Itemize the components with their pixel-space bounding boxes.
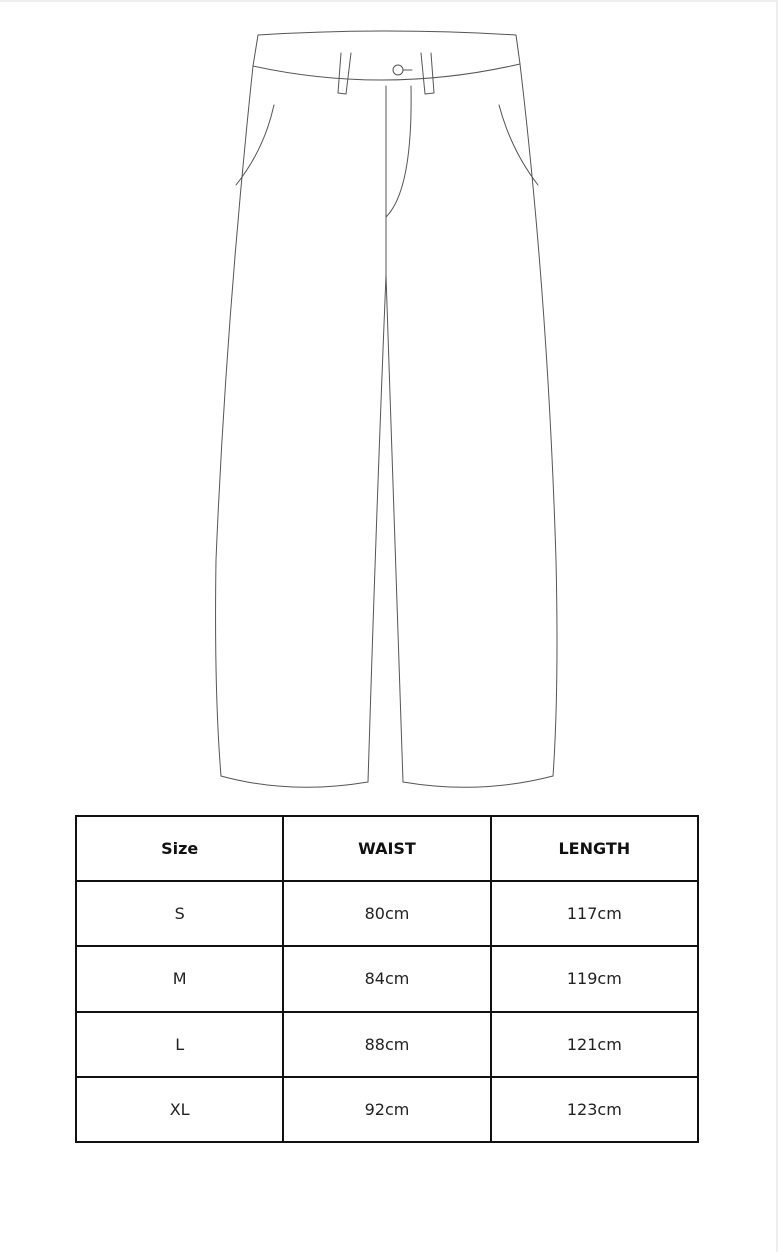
cell-size: L	[76, 1012, 283, 1077]
cell-waist: 80cm	[283, 881, 490, 946]
cell-size: M	[76, 946, 283, 1011]
table-row	[76, 1012, 698, 1077]
cell-size: S	[76, 881, 283, 946]
cell-waist: 88cm	[283, 1012, 490, 1077]
table-row	[76, 1077, 698, 1142]
cell-length: 119cm	[491, 946, 698, 1011]
cell-length: 123cm	[491, 1077, 698, 1142]
cell-length: 121cm	[491, 1012, 698, 1077]
table-row	[76, 946, 698, 1011]
table-header-row	[76, 816, 698, 881]
cell-size: XL	[76, 1077, 283, 1142]
size-chart-table	[75, 815, 699, 1143]
header-waist: WAIST	[283, 816, 490, 881]
header-size: Size	[76, 816, 283, 881]
header-length: LENGTH	[491, 816, 698, 881]
table-row	[76, 881, 698, 946]
cell-waist: 84cm	[283, 946, 490, 1011]
cell-length: 117cm	[491, 881, 698, 946]
cell-waist: 92cm	[283, 1077, 490, 1142]
